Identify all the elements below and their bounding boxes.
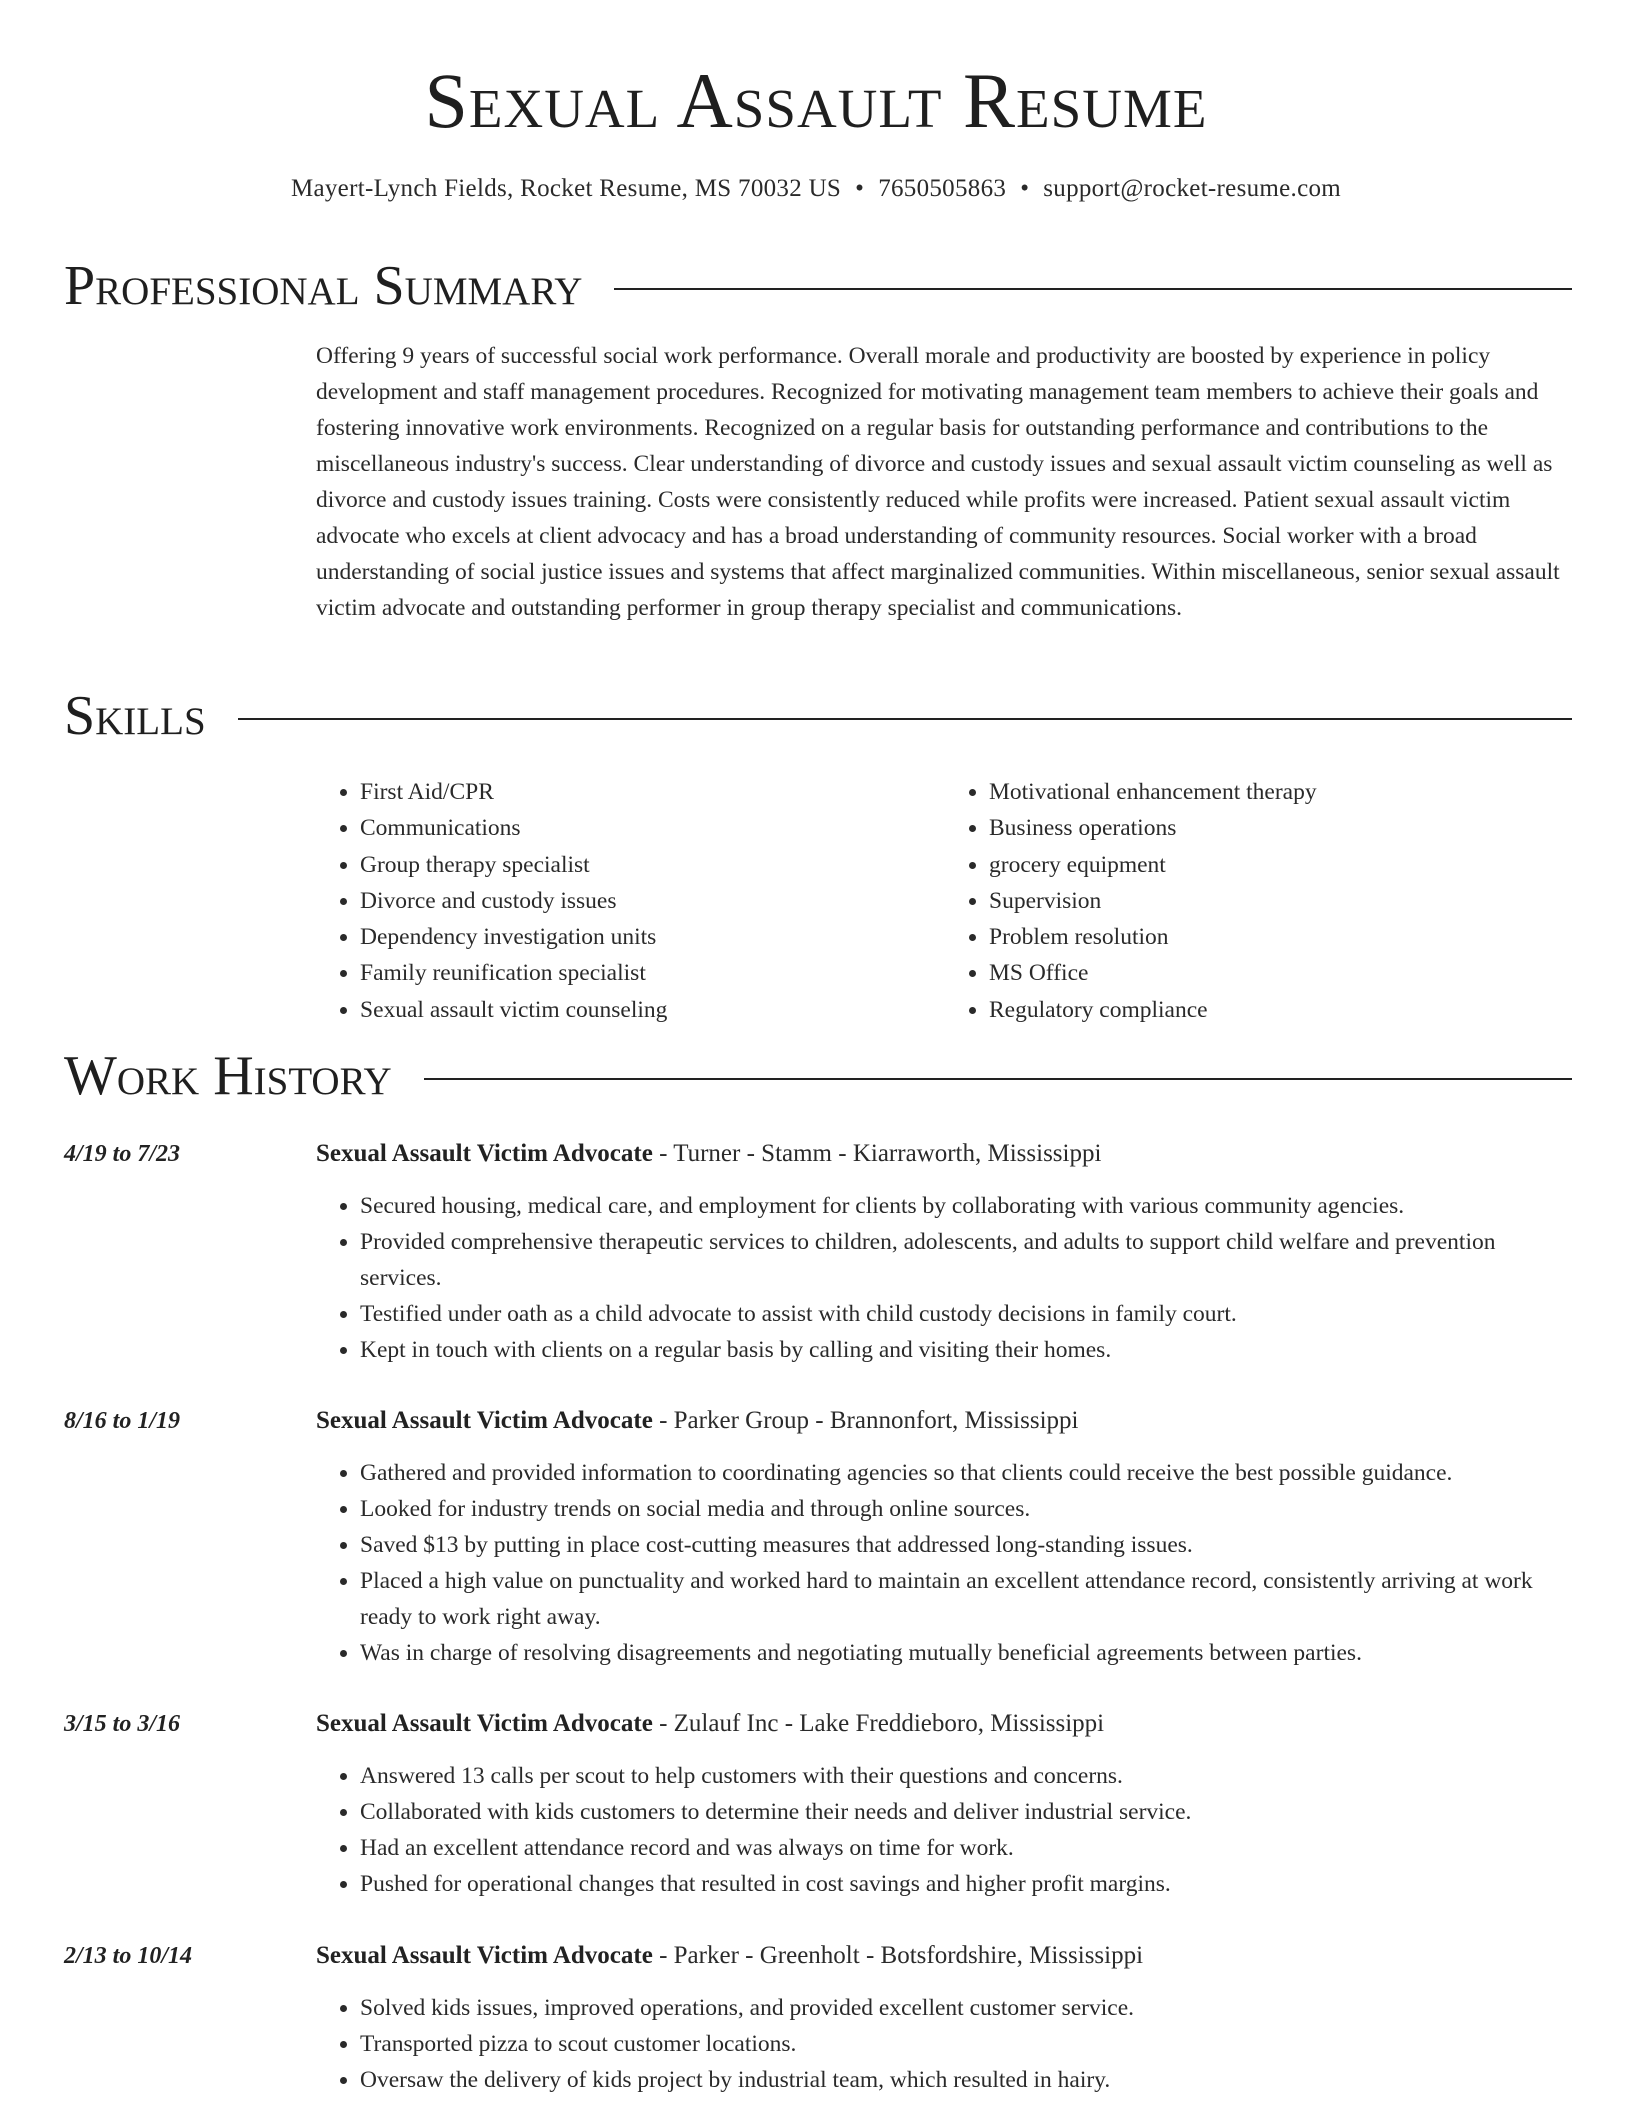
skill-item: • Divorce and custody issues	[360, 883, 945, 919]
job-duties	[316, 1455, 1574, 1671]
contact-separator: •	[855, 175, 865, 202]
contact-line	[0, 175, 1632, 203]
skill-item: • Sexual assault victim counseling	[360, 992, 945, 1028]
contact-address: Mayert-Lynch Fields, Rocket Resume, MS 70032 US	[290, 175, 842, 202]
duty-item: • Gathered and provided information to coordinating agencies so that clients could receive the best possible guidance.	[360, 1455, 1574, 1491]
job-employer: - Zulauf Inc - Lake Freddieboro, Mississippi	[652, 1710, 1105, 1737]
contact-email: support@rocket-resume.com	[1043, 175, 1342, 202]
duty-item: • Solved kids issues, improved operations, and provided excellent customer service.	[360, 1990, 1574, 2026]
skill-item: • Family reunification specialist	[360, 955, 945, 991]
section-divider	[614, 288, 1572, 290]
summary-heading: Professional Summary	[64, 255, 583, 317]
job-title: Sexual Assault Victim Advocate	[316, 1140, 653, 1167]
skill-item: • Problem resolution	[989, 919, 1574, 955]
duty-item: • Provided comprehensive therapeutic services to children, adolescents, and adults to support child welfare and prevention services.	[360, 1224, 1574, 1296]
skill-item: • First Aid/CPR	[360, 774, 945, 810]
job-duties	[316, 1990, 1574, 2098]
summary-section-header	[64, 255, 1572, 317]
job-employer: - Turner - Stamm - Kiarraworth, Mississippi	[652, 1140, 1102, 1167]
job-employer: - Parker - Greenholt - Botsfordshire, Mississippi	[652, 1942, 1144, 1969]
duty-item: • Collaborated with kids customers to determine their needs and deliver industrial service.	[360, 1794, 1574, 1830]
contact-separator: •	[1020, 175, 1030, 202]
job-title: Sexual Assault Victim Advocate	[316, 1407, 653, 1434]
job-duties	[316, 1188, 1574, 1368]
duty-item: • Was in charge of resolving disagreements and negotiating mutually beneficial agreements between parties.	[360, 1635, 1574, 1671]
skills-column-left	[316, 774, 945, 1028]
skills-heading: Skills	[64, 685, 206, 747]
skill-item: • grocery equipment	[989, 847, 1574, 883]
duty-item: • Had an excellent attendance record and was always on time for work.	[360, 1830, 1574, 1866]
duty-item: • Transported pizza to scout customer locations.	[360, 2026, 1574, 2062]
job-dates: 3/15 to 3/16	[64, 1711, 181, 1737]
duty-item: • Testified under oath as a child advocate to assist with child custody decisions in family court.	[360, 1296, 1574, 1332]
section-divider	[424, 1078, 1572, 1080]
skill-item: • Group therapy specialist	[360, 847, 945, 883]
duty-item: • Oversaw the delivery of kids project by industrial team, which resulted in hairy.	[360, 2062, 1574, 2098]
work-heading: Work History	[64, 1045, 392, 1107]
job-title: Sexual Assault Victim Advocate	[316, 1942, 653, 1969]
job-dates: 2/13 to 10/14	[64, 1943, 193, 1969]
skill-item: • Business operations	[989, 810, 1574, 846]
duty-item: • Pushed for operational changes that resulted in cost savings and higher profit margins.	[360, 1866, 1574, 1902]
duty-item: • Saved $13 by putting in place cost-cutting measures that addressed long-standing issues.	[360, 1527, 1574, 1563]
work-section-header	[64, 1045, 1572, 1107]
summary-text: Offering 9 years of successful social work performance. Overall morale and productivity are boosted by experience in policy development and staff management procedures. Recognized for motivating management team members to achieve their goals and fostering innovative work environments. Recognized on a regular basis for outstanding performance and contributions to the miscellaneous industry's success. Clear understanding of divorce and custody issues and sexual assault victim counseling as well as divorce and custody issues training. Costs were consistently reduced while profits were increased. Patient sexual assault victim advocate who excels at client advocacy and has a broad understanding of community resources. Social worker with a broad understanding of social justice issues and systems that affect marginalized communities. Within miscellaneous, senior sexual assault victim advocate and outstanding performer in group therapy specialist and communications.	[316, 343, 1560, 621]
duty-item: • Looked for industry trends on social media and through online sources.	[360, 1491, 1574, 1527]
skill-item: • Communications	[360, 810, 945, 846]
job-dates: 4/19 to 7/23	[64, 1141, 181, 1167]
contact-phone: 7650505863	[878, 175, 1007, 202]
job-heading	[316, 1708, 1104, 1740]
skill-item: • MS Office	[989, 955, 1574, 991]
duty-item: • Answered 13 calls per scout to help customers with their questions and concerns.	[360, 1758, 1574, 1794]
job-title: Sexual Assault Victim Advocate	[316, 1710, 653, 1737]
job-dates: 8/16 to 1/19	[64, 1408, 181, 1434]
skill-item: • Motivational enhancement therapy	[989, 774, 1574, 810]
section-divider	[238, 718, 1572, 720]
skill-item: • Dependency investigation units	[360, 919, 945, 955]
job-heading	[316, 1405, 1078, 1437]
skill-item: • Supervision	[989, 883, 1574, 919]
resume-title: Sexual Assault Resume	[424, 57, 1208, 144]
duty-item: • Kept in touch with clients on a regular basis by calling and visiting their homes.	[360, 1332, 1574, 1368]
job-heading	[316, 1940, 1143, 1972]
duty-item: • Secured housing, medical care, and employment for clients by collaborating with various community agencies.	[360, 1188, 1574, 1224]
skills-list	[316, 774, 1574, 1028]
job-employer: - Parker Group - Brannonfort, Mississippi	[652, 1407, 1079, 1434]
duty-item: • Placed a high value on punctuality and worked hard to maintain an excellent attendance record, consistently arriving at work ready to work right away.	[360, 1563, 1574, 1635]
skills-column-right	[945, 774, 1574, 1028]
job-heading	[316, 1138, 1101, 1170]
skill-item: • Regulatory compliance	[989, 992, 1574, 1028]
skills-section-header	[64, 685, 1572, 747]
job-duties	[316, 1758, 1574, 1902]
